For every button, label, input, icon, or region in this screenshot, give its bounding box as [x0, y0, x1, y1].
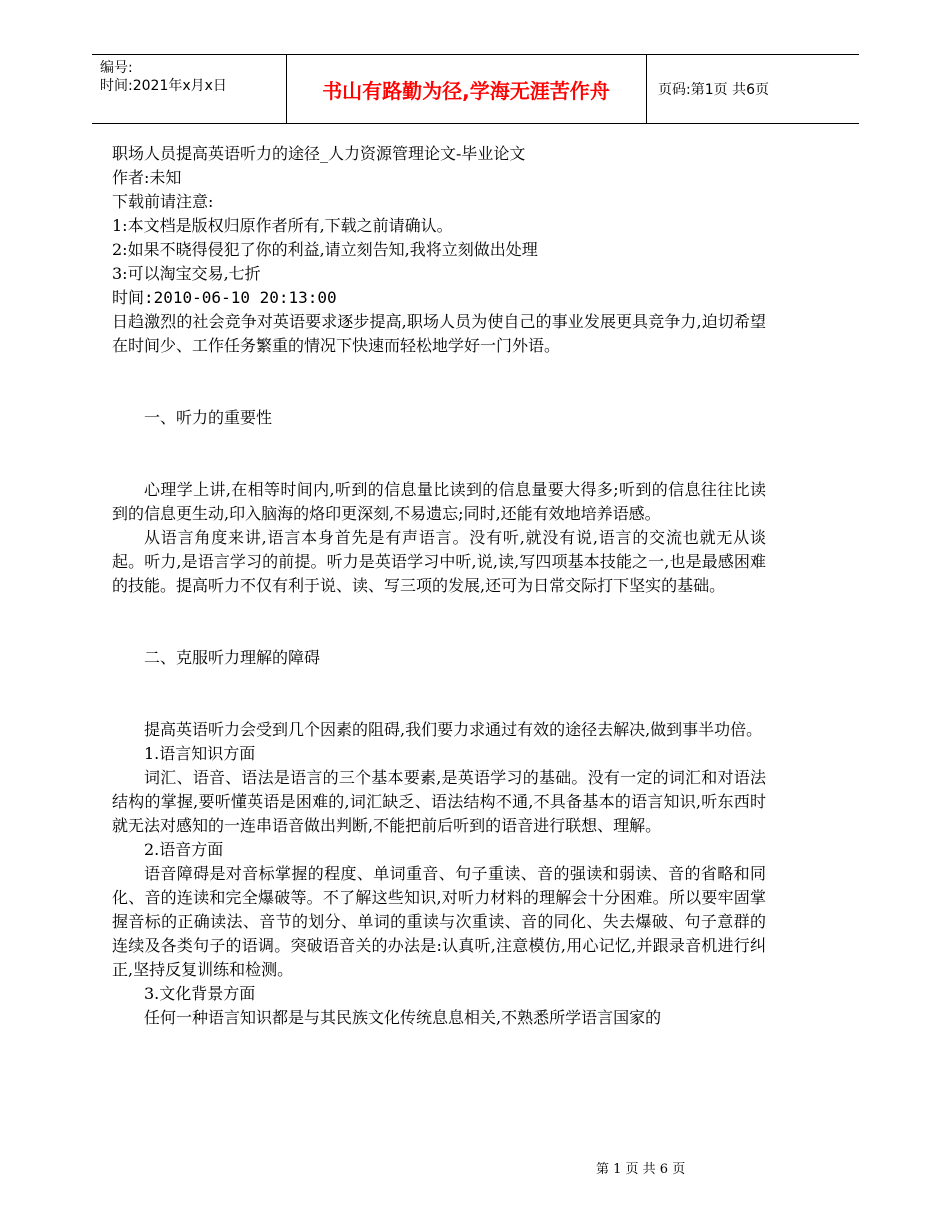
- body-paragraph: 提高英语听力会受到几个因素的阻碍,我们要力求通过有效的途径去解决,做到事半功倍。: [144, 720, 763, 739]
- notice-heading: 下载前请注意:: [112, 192, 214, 211]
- document-header: [92, 54, 859, 124]
- serial-number-label: 编号:: [100, 60, 133, 76]
- document-body: [112, 142, 766, 1030]
- publish-date: 时间:2010-06-10 20:13:00: [112, 288, 337, 307]
- subsection-heading: 3.文化背景方面: [144, 984, 256, 1003]
- subsection-heading: 2.语音方面: [144, 840, 224, 859]
- document-title: 职场人员提高英语听力的途径_人力资源管理论文-毕业论文: [112, 144, 526, 163]
- page-footer: 第 1 页 共 6 页: [596, 1162, 686, 1177]
- time-label: 时间:2021年x月x日: [100, 78, 227, 94]
- body-paragraph: 词汇、语音、语法是语言的三个基本要素,是英语学习的基础。没有一定的词汇和对语法结构的掌握,要听懂英语是困难的,词汇缺乏、语法结构不通,不具备基本的语言知识,听东西时就无法对感知的一连串语音做出判断,不能把前后听到的语音进行联想、理解。: [112, 768, 766, 835]
- notice-item: 2:如果不晓得侵犯了你的利益,请立刻告知,我将立刻做出处理: [112, 240, 538, 259]
- header-divider-right: [646, 55, 647, 123]
- header-page-info: 页码:第1页 共6页: [658, 82, 769, 98]
- notice-item: 3:可以淘宝交易,七折: [112, 264, 261, 283]
- header-info: [100, 59, 280, 95]
- spacer: [112, 670, 766, 718]
- section-heading: 一、听力的重要性: [144, 408, 273, 427]
- spacer: [112, 430, 766, 478]
- body-paragraph: 从语言角度来讲,语言本身首先是有声语言。没有听,就没有说,语言的交流也就无从谈起。听力,是语言学习的前提。听力是英语学习中听,说,读,写四项基本技能之一,也是最感困难的技能。提高听力不仅有利于说、读、写三项的发展,还可为日常交际打下坚实的基础。: [112, 528, 766, 595]
- notice-item: 1:本文档是版权归原作者所有,下载之前请确认。: [112, 216, 453, 235]
- section-heading: 二、克服听力理解的障碍: [144, 648, 321, 667]
- spacer: [112, 598, 766, 646]
- document-author: 作者:未知: [112, 168, 182, 187]
- body-paragraph: 任何一种语言知识都是与其民族文化传统息息相关,不熟悉所学语言国家的: [144, 1008, 662, 1027]
- intro-paragraph: 日趋激烈的社会竞争对英语要求逐步提高,职场人员为使自己的事业发展更具竞争力,迫切希望在时间少、工作任务繁重的情况下快速而轻松地学好一门外语。: [112, 312, 766, 355]
- body-paragraph: 语音障碍是对音标掌握的程度、单词重音、句子重读、音的强读和弱读、音的省略和同化、音的连读和完全爆破等。不了解这些知识,对听力材料的理解会十分困难。所以要牢固掌握音标的正确读法、音节的划分、单词的重读与次重读、音的同化、失去爆破、句子意群的连续及各类句子的语调。突破语音关的办法是:认真听,注意模仿,用心记忆,并跟录音机进行纠正,坚持反复训练和检测。: [112, 864, 766, 979]
- header-motto: 书山有路勤为径,学海无涯苦作舟: [322, 78, 610, 103]
- body-paragraph: 心理学上讲,在相等时间内,听到的信息量比读到的信息量要大得多;听到的信息往往比读到的信息更生动,印入脑海的烙印更深刻,不易遗忘;同时,还能有效地培养语感。: [112, 480, 766, 523]
- spacer: [112, 358, 766, 406]
- subsection-heading: 1.语言知识方面: [144, 744, 256, 763]
